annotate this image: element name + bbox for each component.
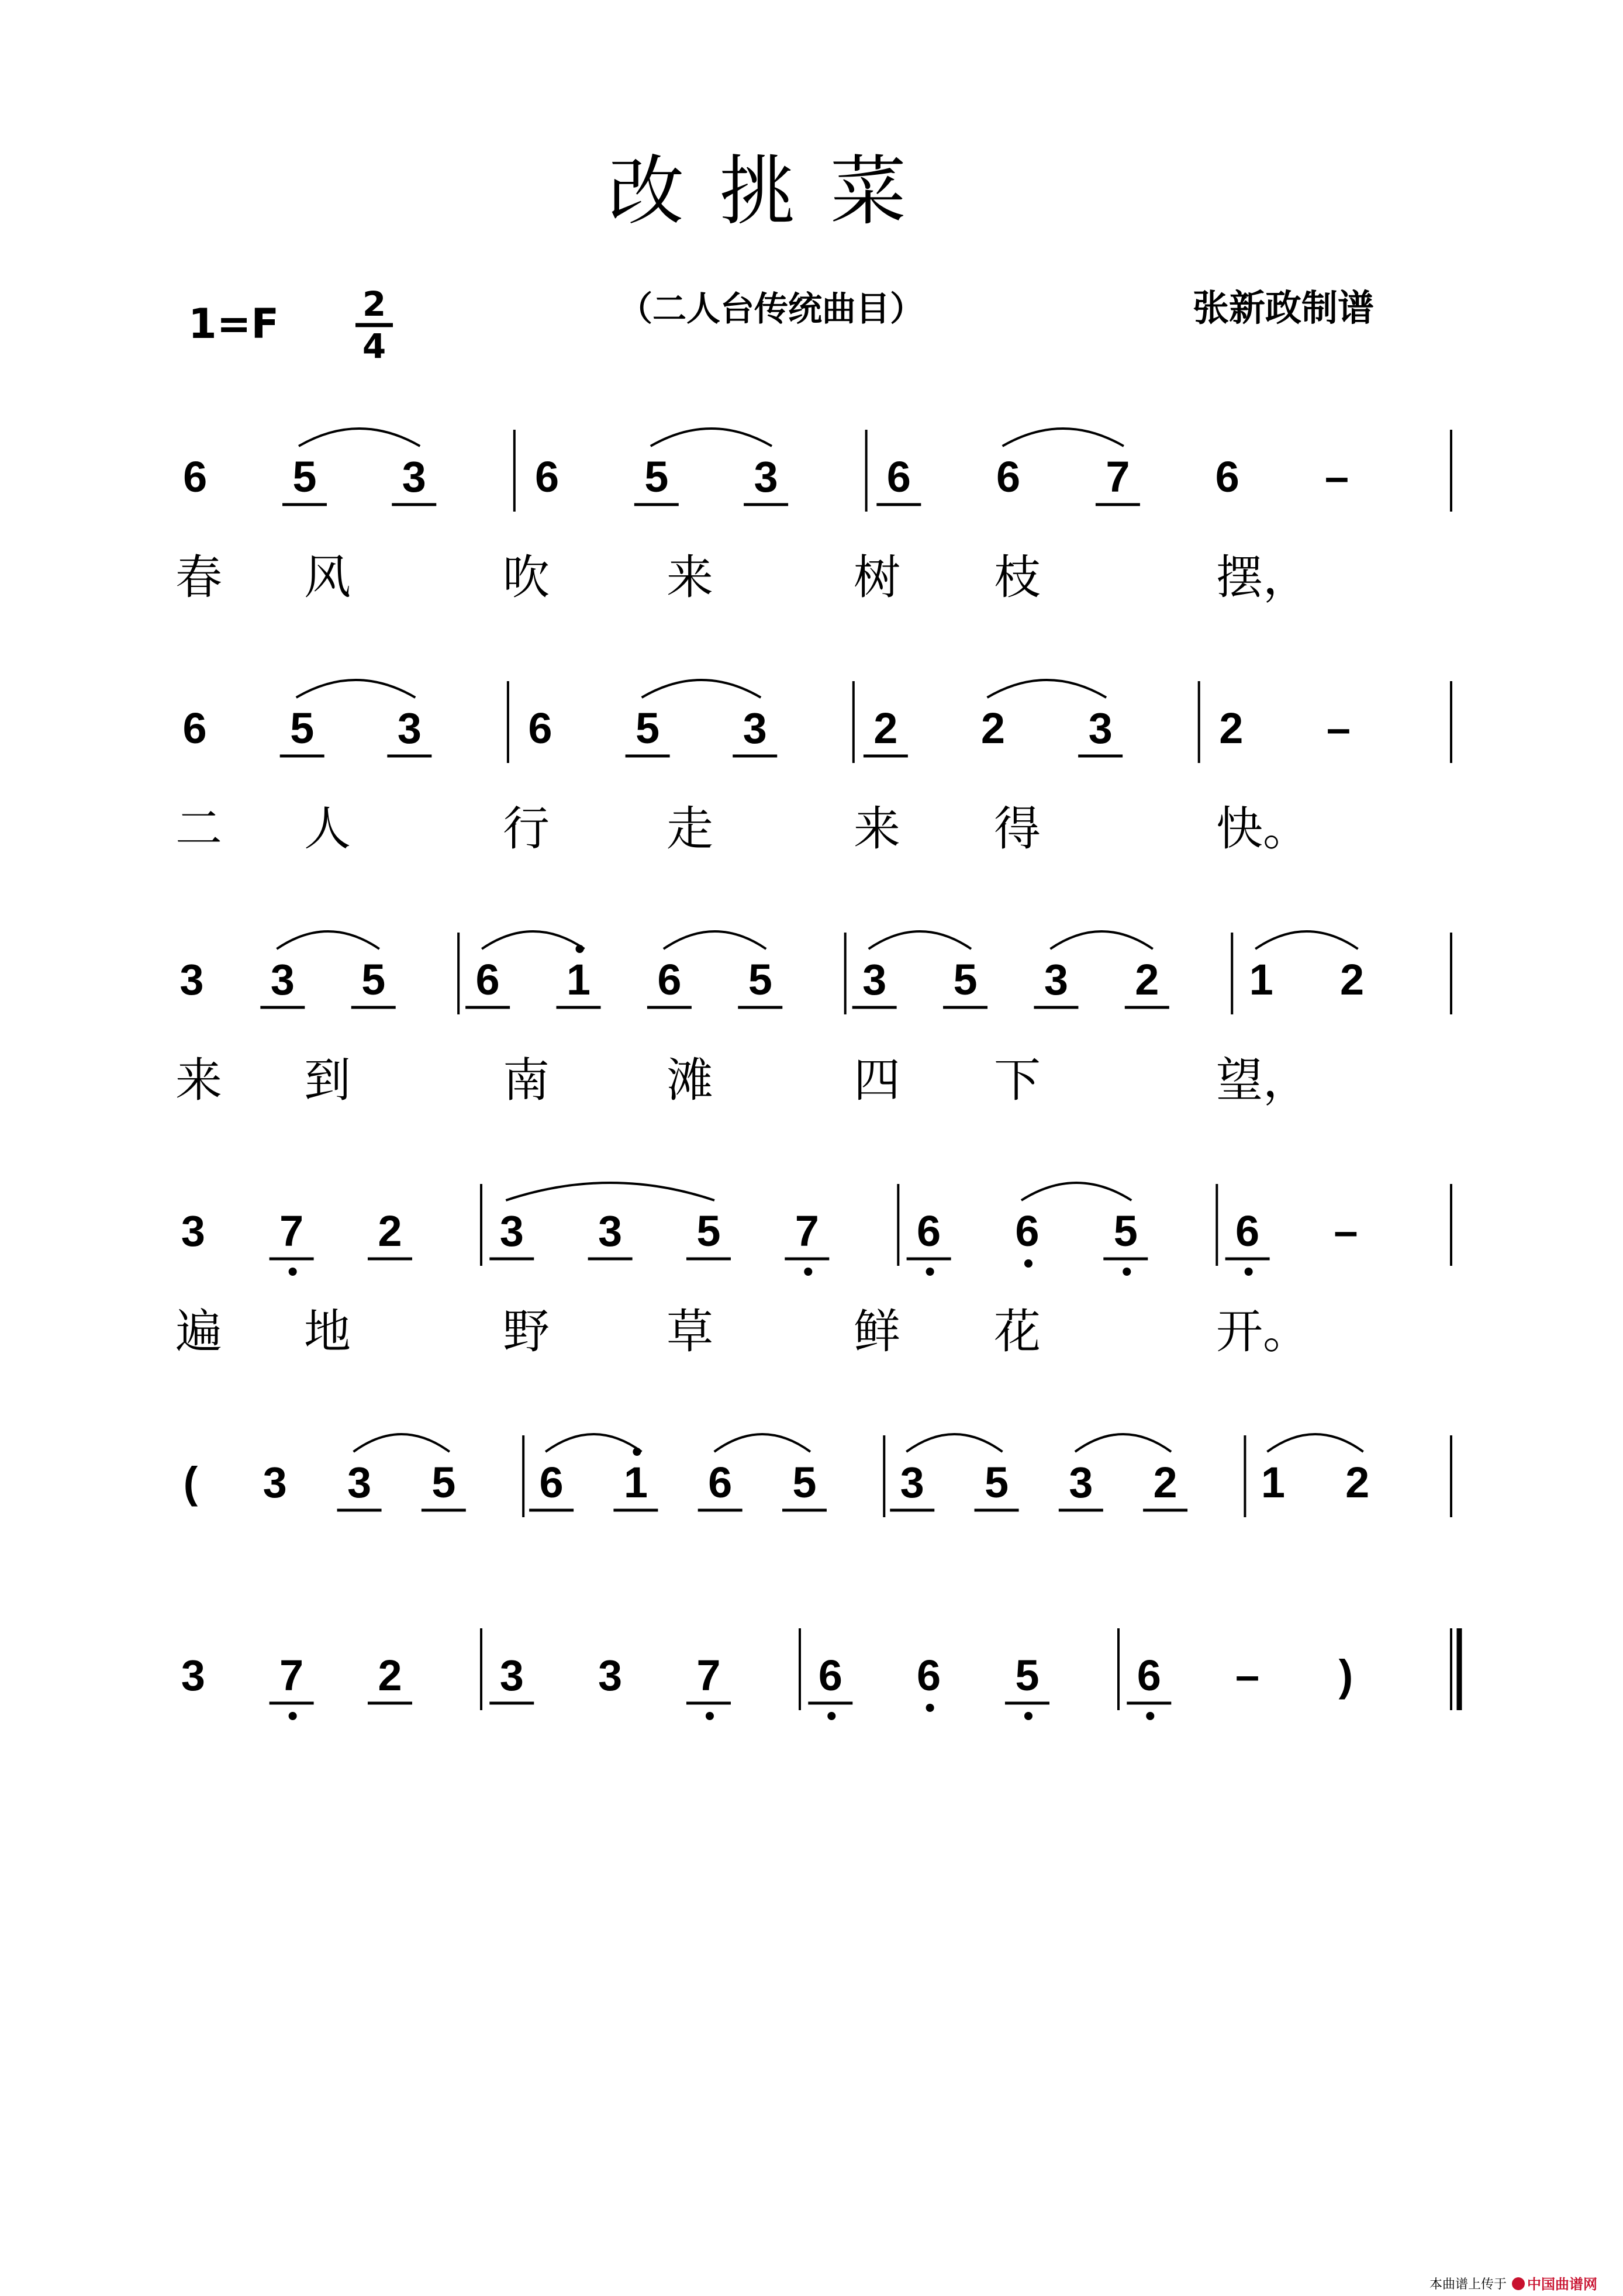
slur (1075, 1434, 1171, 1452)
lyric-char: 吹 (503, 550, 550, 605)
lyric-char: 风 (304, 550, 351, 605)
jianpu-note: 3 (1044, 955, 1069, 1004)
key-signature: 1=F (188, 300, 279, 348)
jianpu-note: 5 (792, 1458, 817, 1507)
jianpu-note: 5 (636, 704, 660, 752)
slur (482, 931, 584, 949)
lyric-char: 滩 (667, 1053, 713, 1107)
jianpu-note: 6 (1015, 1207, 1040, 1255)
lyric-char: 望， (1216, 1053, 1310, 1107)
jianpu-note: 3 (598, 1651, 623, 1700)
jianpu-note: 6 (1215, 453, 1239, 501)
lyric-char: 野 (503, 1304, 550, 1359)
lyric-char: 摆， (1216, 550, 1310, 605)
jianpu-note: 3 (499, 1651, 524, 1700)
jianpu-note: 3 (1088, 704, 1113, 752)
lyric-char: 走 (667, 802, 713, 856)
low-octave-dot (1123, 1268, 1131, 1276)
jianpu-note: 3 (499, 1207, 524, 1255)
score-line (175, 680, 1451, 856)
jianpu-note: 2 (873, 704, 898, 752)
low-octave-dot (926, 1268, 934, 1276)
jianpu-note: – (1235, 1651, 1260, 1700)
score-line (175, 1183, 1451, 1359)
jianpu-note: 5 (290, 704, 315, 752)
jianpu-note: 6 (886, 453, 911, 501)
jianpu-note: 6 (917, 1651, 941, 1700)
slur (869, 931, 971, 949)
jianpu-note: 6 (996, 453, 1021, 501)
jianpu-note: 5 (292, 453, 317, 501)
time-signature (355, 284, 393, 366)
score-line (175, 931, 1451, 1107)
jianpu-note: 6 (917, 1207, 941, 1255)
low-octave-dot (1024, 1259, 1032, 1268)
lyric-char: 草 (667, 1304, 713, 1359)
low-octave-dot (926, 1704, 934, 1712)
jianpu-note: 2 (378, 1651, 402, 1700)
jianpu-note: – (1324, 453, 1349, 501)
jianpu-note: 6 (818, 1651, 842, 1700)
jianpu-note: 7 (795, 1207, 819, 1255)
footer (1429, 2276, 1597, 2292)
footer-brand: 中国曲谱网 (1527, 2276, 1597, 2292)
jianpu-note: 6 (182, 704, 207, 752)
lyric-char: 下 (994, 1053, 1041, 1107)
jianpu-note: 5 (748, 955, 772, 1004)
jianpu-note: 1 (623, 1458, 648, 1507)
score-body (175, 429, 1459, 1720)
jianpu-note: 3 (347, 1458, 372, 1507)
jianpu-note: 6 (657, 955, 682, 1004)
jianpu-note: 5 (953, 955, 978, 1004)
slur (1021, 1183, 1131, 1200)
jianpu-note: 5 (361, 955, 386, 1004)
jianpu-note: 6 (183, 453, 208, 501)
score-line (184, 1434, 1451, 1517)
jianpu-note: 7 (279, 1651, 304, 1700)
song-title: 改挑菜 (608, 147, 942, 236)
jianpu-note: 5 (1015, 1651, 1040, 1700)
lyric-char: 花 (994, 1304, 1041, 1359)
jianpu-note: 5 (431, 1458, 456, 1507)
jianpu-note: 7 (696, 1651, 721, 1700)
jianpu-note: – (1326, 704, 1351, 752)
slur (1050, 931, 1152, 949)
lyric-char: 枝 (994, 550, 1041, 605)
low-octave-dot (804, 1268, 812, 1276)
slur (714, 1434, 810, 1452)
lyric-char: 春 (175, 550, 222, 605)
jianpu-note: 1 (566, 955, 591, 1004)
jianpu-note: 3 (862, 955, 887, 1004)
low-octave-dot (289, 1712, 297, 1720)
low-octave-dot (1024, 1712, 1032, 1720)
low-octave-dot (706, 1712, 714, 1720)
lyric-char: 行 (503, 802, 550, 856)
jianpu-note: 3 (397, 704, 422, 752)
jianpu-note: 1 (1261, 1458, 1285, 1507)
jianpu-note: 6 (708, 1458, 733, 1507)
jianpu-note: 3 (402, 453, 426, 501)
slur (651, 429, 772, 446)
slur (506, 1183, 714, 1200)
jianpu-note: 3 (598, 1207, 623, 1255)
arranger: 张新政制谱 (1193, 286, 1375, 329)
lyric-char: 树 (854, 550, 900, 605)
lyric-char: 地 (304, 1304, 351, 1359)
low-octave-dot (289, 1268, 297, 1276)
lyric-char: 来 (667, 550, 713, 605)
lyric-char: 快。 (1216, 802, 1310, 856)
jianpu-note: 3 (1069, 1458, 1093, 1507)
time-signature-top: 2 (362, 284, 386, 324)
slur (354, 1434, 450, 1452)
jianpu-note: 6 (1235, 1207, 1260, 1255)
slur (642, 680, 761, 698)
lyric-char: 来 (175, 1053, 222, 1107)
slur (664, 931, 766, 949)
slur (1255, 931, 1358, 949)
lyric-char: 遍 (175, 1304, 222, 1359)
jianpu-note: 5 (696, 1207, 721, 1255)
low-octave-dot (1245, 1268, 1253, 1276)
slur (299, 429, 420, 446)
jianpu-note: 2 (1153, 1458, 1177, 1507)
lyric-char: 开。 (1216, 1304, 1310, 1359)
slur (1003, 429, 1124, 446)
jianpu-note: 6 (534, 453, 560, 501)
slur (277, 931, 379, 949)
jianpu-note: 2 (1135, 955, 1159, 1004)
subtitle: （二人台传统曲目） (619, 289, 924, 329)
lyric-char: 到 (304, 1053, 351, 1107)
jianpu-note: 7 (1106, 453, 1130, 501)
lyric-char: 二 (175, 802, 222, 856)
jianpu-note: 6 (1137, 1651, 1161, 1700)
lyric-char: 得 (994, 802, 1041, 856)
time-signature-bottom: 4 (362, 326, 386, 366)
lyric-char: 鲜 (854, 1304, 900, 1359)
jianpu-note: 2 (1219, 704, 1244, 752)
lyric-char: 四 (854, 1053, 900, 1107)
low-octave-dot (827, 1712, 835, 1720)
jianpu-note: 2 (980, 704, 1006, 752)
slur (1267, 1434, 1363, 1452)
lyric-char: 来 (854, 802, 900, 856)
jianpu-note: 3 (179, 955, 204, 1004)
site-logo-icon (1512, 2277, 1525, 2290)
jianpu-note: 3 (743, 704, 767, 752)
jianpu-note: 2 (1340, 955, 1365, 1004)
jianpu-note: 6 (475, 955, 500, 1004)
jianpu-note: 3 (263, 1458, 287, 1507)
jianpu-note: ) (1338, 1651, 1353, 1700)
slur (906, 1434, 1002, 1452)
jianpu-note: 3 (181, 1651, 205, 1700)
score-line (181, 1628, 1459, 1720)
jianpu-note: 5 (1113, 1207, 1138, 1255)
low-octave-dot (1146, 1712, 1154, 1720)
jianpu-note: – (1334, 1207, 1358, 1255)
jianpu-note: 6 (528, 704, 552, 752)
footer-prefix: 本曲谱上传于 (1429, 2277, 1507, 2292)
jianpu-note: ( (183, 1458, 198, 1507)
jianpu-note: 3 (900, 1458, 924, 1507)
jianpu-note: 3 (754, 453, 778, 501)
lyric-char: 南 (503, 1053, 550, 1107)
jianpu-note: 1 (1249, 955, 1273, 1004)
jianpu-note: 5 (644, 453, 669, 501)
jianpu-note: 2 (378, 1207, 402, 1255)
jianpu-note: 5 (984, 1458, 1009, 1507)
slur (296, 680, 416, 698)
lyric-char: 人 (304, 802, 351, 856)
jianpu-note: 7 (279, 1207, 304, 1255)
slur (987, 680, 1107, 698)
jianpu-note: 3 (181, 1207, 205, 1255)
score-line (175, 429, 1451, 605)
jianpu-note: 2 (1345, 1458, 1370, 1507)
slur (545, 1434, 641, 1452)
jianpu-note: 6 (539, 1458, 564, 1507)
jianpu-note: 3 (270, 955, 295, 1004)
